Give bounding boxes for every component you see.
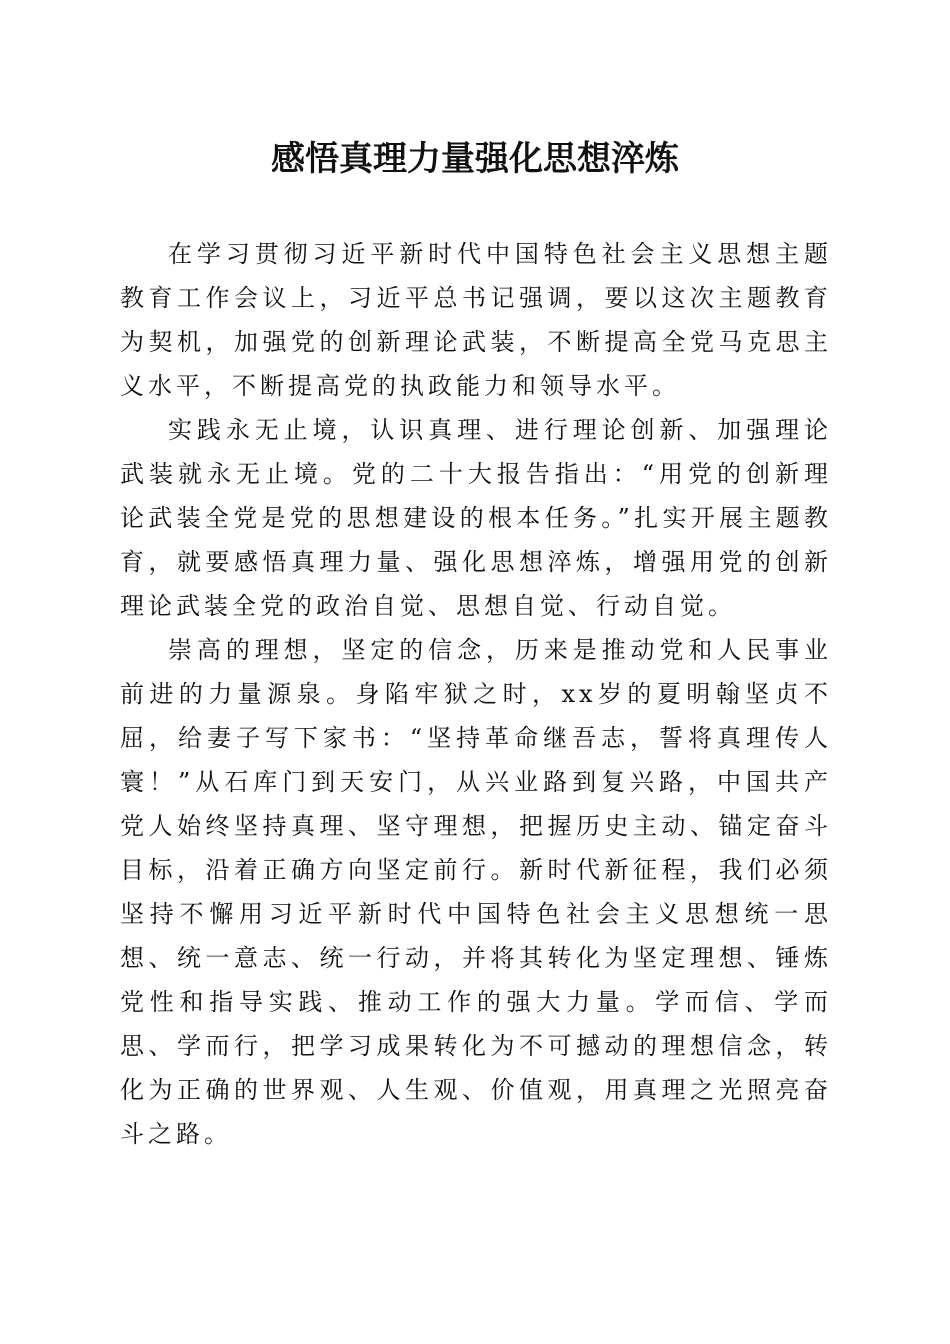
paragraph-3: 崇高的理想，坚定的信念，历来是推动党和人民事业前进的力量源泉。身陷牢狱之时，xx岁的夏明翰坚贞不屈，给妻子写下家书：“坚持革命继吾志，誓将真理传人寰！”从石库门到天安门，从兴业路到复兴路，中国共产党人始终坚持真理、坚守理想，把握历史主动、锚定奋斗目标，沿着正确方向坚定前行。新时代新征程，我们必须坚持不懈用习近平新时代中国特色社会主义思想统一思想、统一意志、统一行动，并将其转化为坚定理想、锤炼党性和指导实践、推动工作的强大力量。学而信、学而思、学而行，把学习成果转化为不可撼动的理想信念，转化为正确的世界观、人生观、价值观，用真理之光照亮奋斗之路。 bbox=[120, 636, 832, 1148]
document-body bbox=[120, 232, 832, 1156]
paragraph-2: 实践永无止境，认识真理、进行理论创新、加强理论武装就永无止境。党的二十大报告指出：“用党的创新理论武装全党是党的思想建设的根本任务。”扎实开展主题教育，就要感悟真理力量、强化思想淬炼，增强用党的创新理论武装全党的政治自觉、思想自觉、行动自觉。 bbox=[120, 416, 832, 620]
paragraph-1: 在学习贯彻习近平新时代中国特色社会主义思想主题教育工作会议上，习近平总书记强调，要以这次主题教育为契机，加强党的创新理论武装，不断提高全党马克思主义水平，不断提高党的执政能力和领导水平。 bbox=[120, 240, 832, 400]
document-title: 感悟真理力量强化思想淬炼 bbox=[271, 139, 679, 179]
